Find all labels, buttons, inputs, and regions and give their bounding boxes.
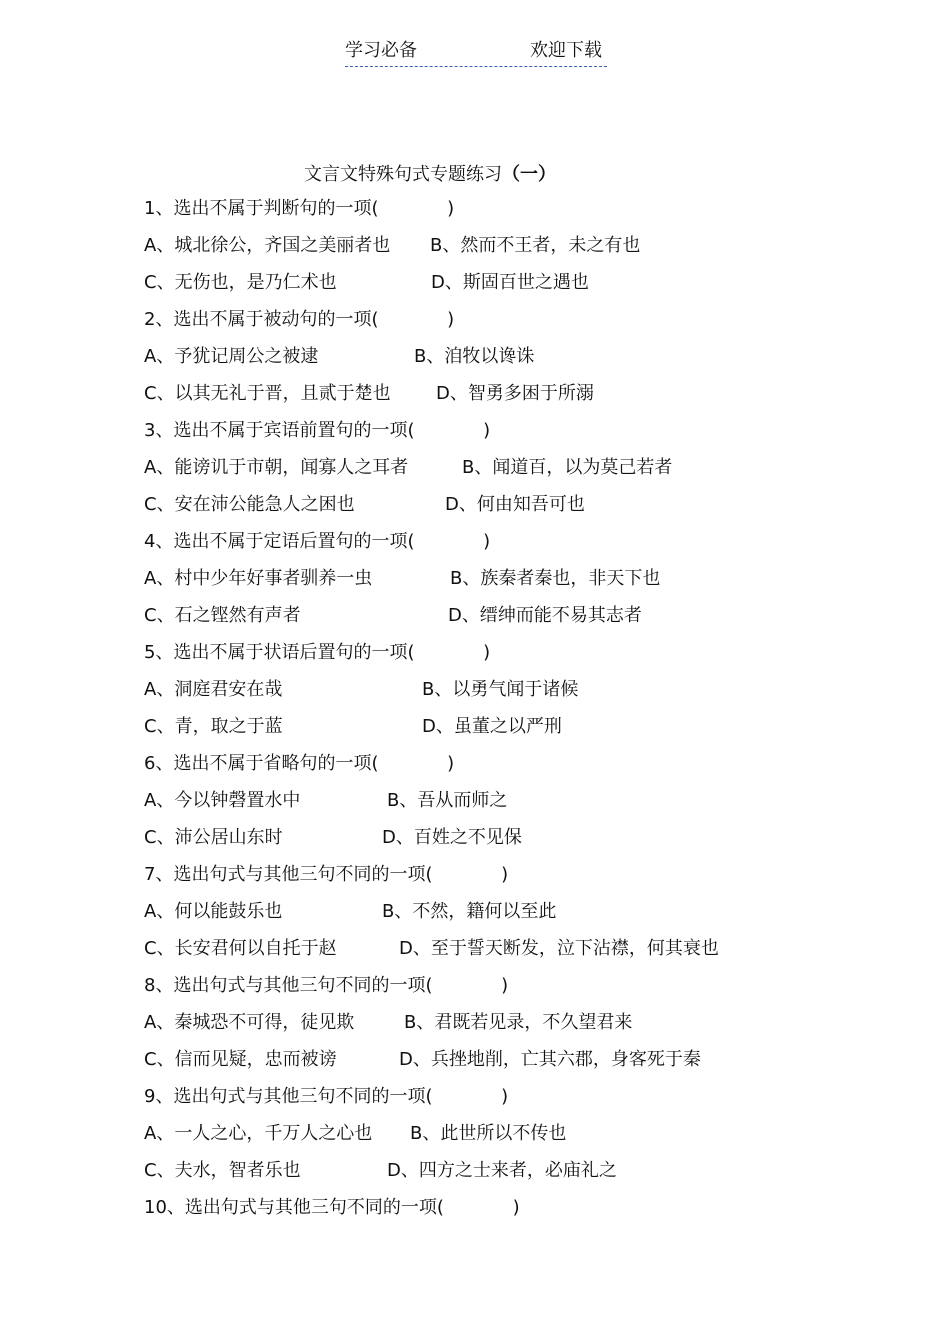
option-text: D、四方之士来者，必庙礼之 bbox=[387, 1160, 617, 1181]
option-row bbox=[144, 230, 924, 267]
option-text: B、此世所以不传也 bbox=[410, 1123, 567, 1144]
option-row bbox=[144, 822, 924, 859]
option-text: B、闻道百，以为莫己若者 bbox=[462, 457, 673, 478]
header-left-text: 学习必备 bbox=[345, 40, 417, 61]
option-text: B、族秦者秦也，非天下也 bbox=[450, 568, 661, 589]
option-text: A、能谤讥于市朝，闻寡人之耳者 bbox=[144, 457, 409, 478]
question-stem: 7、选出句式与其他三句不同的一项( ) bbox=[144, 864, 509, 885]
option-text: A、何以能鼓乐也 bbox=[144, 901, 283, 922]
option-row bbox=[144, 1044, 924, 1081]
question-stem: 9、选出句式与其他三句不同的一项( ) bbox=[144, 1086, 509, 1107]
question-stem: 6、选出不属于省略句的一项( ) bbox=[144, 753, 455, 774]
option-text: D、虽董之以严刑 bbox=[422, 716, 562, 737]
option-row bbox=[144, 711, 924, 748]
option-row bbox=[144, 267, 924, 304]
option-text: C、以其无礼于晋，且贰于楚也 bbox=[144, 383, 391, 404]
option-text: C、无伤也，是乃仁术也 bbox=[144, 272, 337, 293]
page-title bbox=[0, 161, 860, 189]
option-text: A、予犹记周公之被逮 bbox=[144, 346, 319, 367]
option-text: D、百姓之不见保 bbox=[382, 827, 522, 848]
option-text: D、何由知吾可也 bbox=[445, 494, 585, 515]
question-stem: 1、选出不属于判断句的一项( ) bbox=[144, 198, 455, 219]
option-text: B、君既若见录，不久望君来 bbox=[404, 1012, 633, 1033]
question-stem: 4、选出不属于定语后置句的一项( ) bbox=[144, 531, 491, 552]
option-row bbox=[144, 341, 924, 378]
option-text: C、沛公居山东时 bbox=[144, 827, 283, 848]
option-row bbox=[144, 785, 924, 822]
option-row bbox=[144, 1007, 924, 1044]
question-stem: 5、选出不属于状语后置句的一项( ) bbox=[144, 642, 491, 663]
option-row bbox=[144, 452, 924, 489]
option-text: D、斯固百世之遇也 bbox=[431, 272, 589, 293]
option-text: D、兵挫地削，亡其六郡，身客死于秦 bbox=[399, 1049, 701, 1070]
option-text: A、村中少年好事者驯养一虫 bbox=[144, 568, 373, 589]
option-text: B、吾从而师之 bbox=[387, 790, 508, 811]
page-header bbox=[345, 38, 607, 67]
option-text: D、智勇多困于所溺 bbox=[436, 383, 594, 404]
option-text: D、至于誓天断发，泣下沾襟，何其衰也 bbox=[399, 938, 719, 959]
option-text: A、洞庭君安在哉 bbox=[144, 679, 283, 700]
option-text: A、城北徐公，齐国之美丽者也 bbox=[144, 235, 391, 256]
option-row bbox=[144, 674, 924, 711]
question-list bbox=[144, 193, 924, 1229]
option-text: C、夫水，智者乐也 bbox=[144, 1160, 301, 1181]
title-text: 文言文特殊句式专题练习 bbox=[304, 164, 502, 185]
option-text: B、以勇气闻于诸候 bbox=[422, 679, 579, 700]
option-text: A、今以钟磬置水中 bbox=[144, 790, 301, 811]
option-text: A、秦城恐不可得，徒见欺 bbox=[144, 1012, 355, 1033]
header-right-text: 欢迎下载 bbox=[530, 40, 602, 61]
option-text: C、信而见疑，忠而被谤 bbox=[144, 1049, 337, 1070]
option-text: B、不然，籍何以至此 bbox=[382, 901, 557, 922]
title-paren: （一） bbox=[502, 164, 556, 185]
option-row bbox=[144, 489, 924, 526]
option-text: C、青，取之于蓝 bbox=[144, 716, 283, 737]
option-text: B、洎牧以谗诛 bbox=[414, 346, 535, 367]
option-text: A、一人之心，千万人之心也 bbox=[144, 1123, 373, 1144]
question-stem: 3、选出不属于宾语前置句的一项( ) bbox=[144, 420, 491, 441]
option-row bbox=[144, 600, 924, 637]
option-row bbox=[144, 563, 924, 600]
question-stem: 2、选出不属于被动句的一项( ) bbox=[144, 309, 455, 330]
option-text: B、然而不王者，未之有也 bbox=[430, 235, 641, 256]
option-row bbox=[144, 378, 924, 415]
option-row bbox=[144, 1155, 924, 1192]
option-row bbox=[144, 896, 924, 933]
option-row bbox=[144, 1118, 924, 1155]
option-text: C、长安君何以自托于赵 bbox=[144, 938, 337, 959]
question-stem: 8、选出句式与其他三句不同的一项( ) bbox=[144, 975, 509, 996]
question-stem: 10、选出句式与其他三句不同的一项( ) bbox=[144, 1197, 520, 1218]
option-text: D、缙绅而能不易其志者 bbox=[448, 605, 642, 626]
option-text: C、安在沛公能急人之困也 bbox=[144, 494, 355, 515]
option-text: C、石之铿然有声者 bbox=[144, 605, 301, 626]
option-row bbox=[144, 933, 924, 970]
